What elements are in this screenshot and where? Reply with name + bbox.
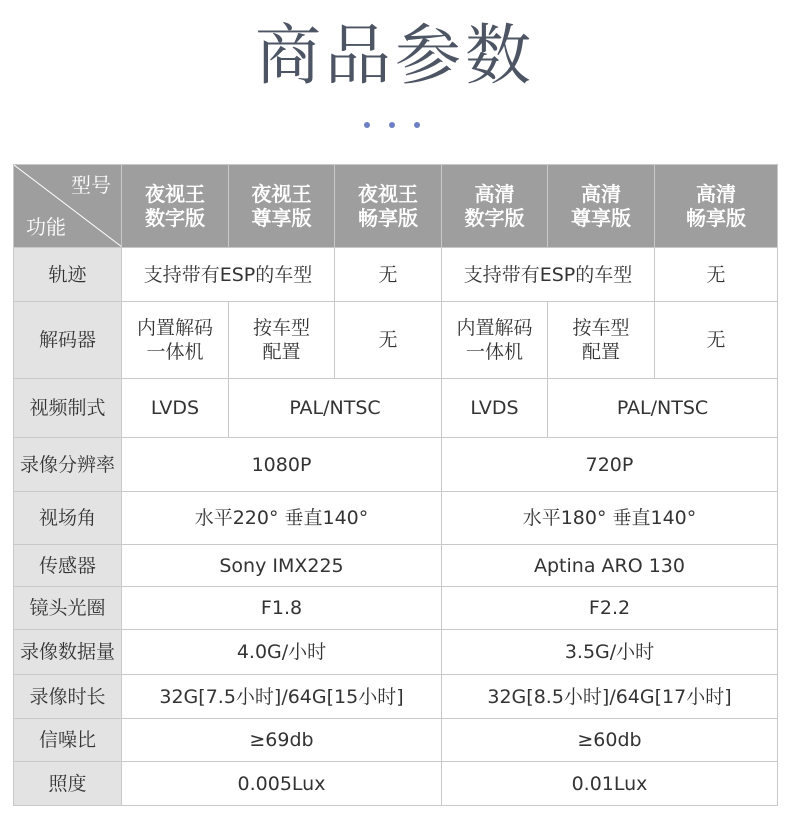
row-label: 信噪比 <box>14 719 122 762</box>
table-row <box>14 719 778 762</box>
corner-header-cell <box>14 165 122 248</box>
table-row <box>14 762 778 806</box>
table-row <box>14 248 778 302</box>
model-header: 夜视王 尊享版 <box>229 165 335 248</box>
table-cell: 水平220° 垂直140° <box>122 492 442 545</box>
table-cell: 32G[7.5小时]/64G[15小时] <box>122 675 442 719</box>
model-header: 夜视王 畅享版 <box>335 165 442 248</box>
model-header: 夜视王 数字版 <box>122 165 229 248</box>
table-row <box>14 545 778 587</box>
dot <box>389 122 395 128</box>
table-cell: 内置解码 一体机 <box>122 302 229 379</box>
table-cell: PAL/NTSC <box>229 379 442 438</box>
table-cell: 按车型 配置 <box>548 302 655 379</box>
table-row <box>14 302 778 379</box>
table-row <box>14 438 778 492</box>
table-cell: 3.5G/小时 <box>442 630 778 675</box>
table-cell: 支持带有ESP的车型 <box>122 248 335 302</box>
row-label: 录像时长 <box>14 675 122 719</box>
model-header: 高清 数字版 <box>442 165 548 248</box>
row-label: 视频制式 <box>14 379 122 438</box>
row-label: 轨迹 <box>14 248 122 302</box>
table-cell: 0.005Lux <box>122 762 442 806</box>
table-cell: 0.01Lux <box>442 762 778 806</box>
table-cell: PAL/NTSC <box>548 379 778 438</box>
table-cell: ≥69db <box>122 719 442 762</box>
table-cell: F2.2 <box>442 587 778 630</box>
table-cell: 32G[8.5小时]/64G[17小时] <box>442 675 778 719</box>
table-row <box>14 630 778 675</box>
model-header: 高清 尊享版 <box>548 165 655 248</box>
table-cell: 内置解码 一体机 <box>442 302 548 379</box>
table-cell: 按车型 配置 <box>229 302 335 379</box>
table-cell: 720P <box>442 438 778 492</box>
row-label: 镜头光圈 <box>14 587 122 630</box>
table-cell: 无 <box>655 248 778 302</box>
table-cell: 无 <box>335 302 442 379</box>
row-label: 视场角 <box>14 492 122 545</box>
table-cell: Sony IMX225 <box>122 545 442 587</box>
corner-label-function: 功能 <box>26 215 66 239</box>
table-row <box>14 379 778 438</box>
table-cell: LVDS <box>122 379 229 438</box>
row-label: 解码器 <box>14 302 122 379</box>
page-title: 商品参数 <box>255 17 535 94</box>
table-row <box>14 675 778 719</box>
table-cell: 1080P <box>122 438 442 492</box>
table-row <box>14 492 778 545</box>
model-header: 高清 畅享版 <box>655 165 778 248</box>
table-cell: 4.0G/小时 <box>122 630 442 675</box>
row-label: 传感器 <box>14 545 122 587</box>
spec-table <box>13 164 778 806</box>
table-cell: F1.8 <box>122 587 442 630</box>
table-cell: 支持带有ESP的车型 <box>442 248 655 302</box>
table-cell: 水平180° 垂直140° <box>442 492 778 545</box>
dot <box>364 122 370 128</box>
table-cell: Aptina ARO 130 <box>442 545 778 587</box>
title-dots-divider <box>364 122 424 132</box>
row-label: 照度 <box>14 762 122 806</box>
table-row <box>14 587 778 630</box>
table-cell: LVDS <box>442 379 548 438</box>
table-cell: 无 <box>655 302 778 379</box>
row-label: 录像分辨率 <box>14 438 122 492</box>
row-label: 录像数据量 <box>14 630 122 675</box>
table-cell: 无 <box>335 248 442 302</box>
dot <box>414 122 420 128</box>
table-cell: ≥60db <box>442 719 778 762</box>
table-header-row <box>14 165 778 248</box>
corner-label-model: 型号 <box>71 173 111 197</box>
